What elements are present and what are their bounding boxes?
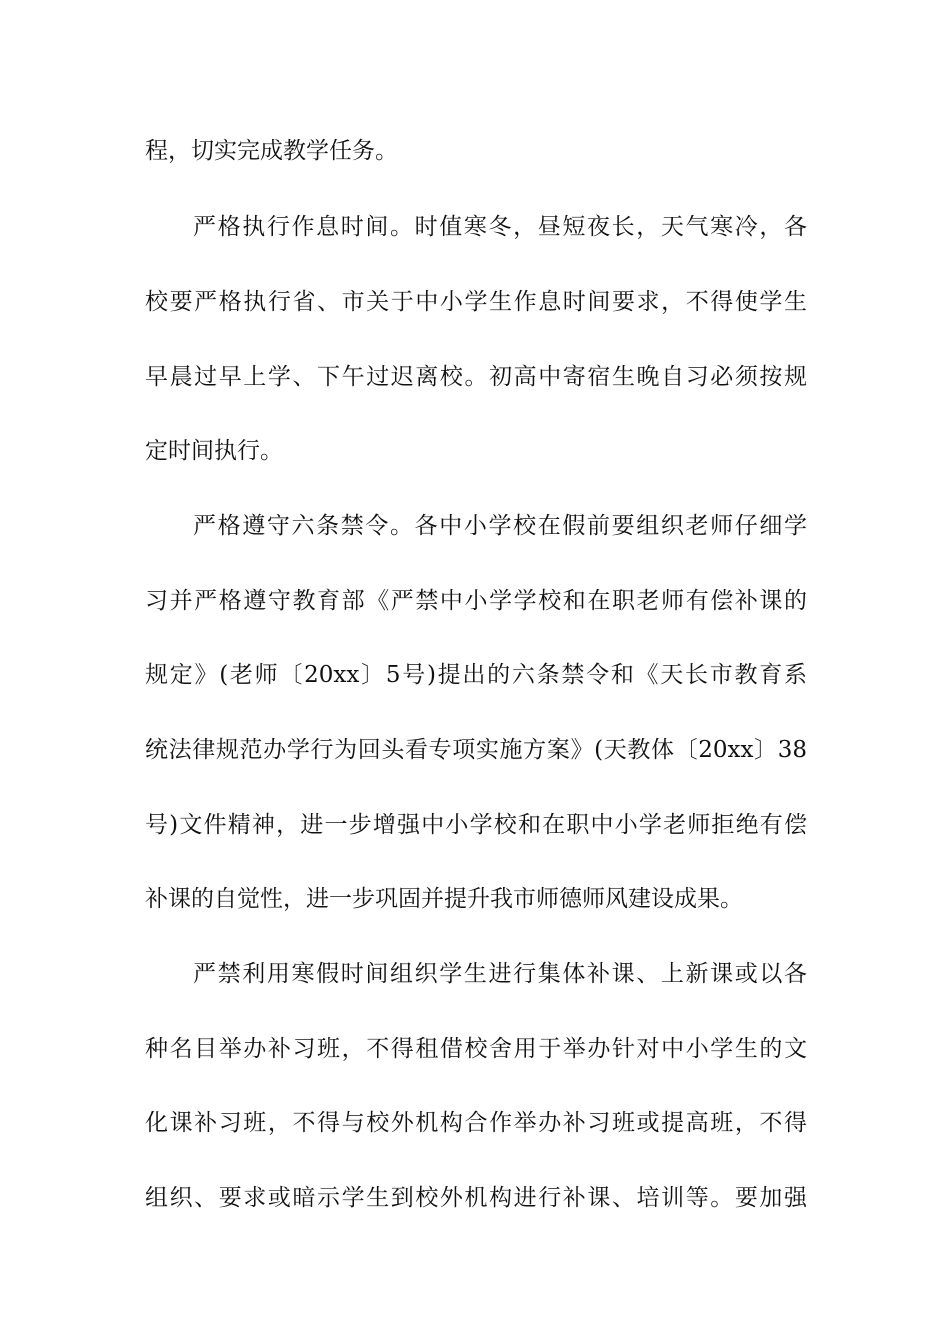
text-line: 组织、要求或暗示学生到校外机构进行补课、培训等。要加强 [145,1185,807,1211]
text-line: 号)文件精神，进一步增强中小学校和在职中小学老师拒绝有偿 [145,812,807,838]
text-line: 严格遵守六条禁令。各中小学校在假前要组织老师仔细学 [193,513,807,539]
text-line: 早晨过早上学、下午过迟离校。初高中寄宿生晚自习必须按规 [145,364,807,390]
text-line: 定时间执行。 [145,438,283,464]
text-line: 规定》(老师〔20xx〕5号)提出的六条禁令和《天长市教育系 [145,662,807,688]
text-line: 补课的自觉性，进一步巩固并提升我市师德师风建设成果。 [145,886,743,912]
text-line: 严禁利用寒假时间组织学生进行集体补课、上新课或以各 [193,961,807,987]
text-line: 程，切实完成教学任务。 [145,138,398,164]
text-line: 严格执行作息时间。时值寒冬，昼短夜长，天气寒冷，各 [193,214,807,240]
text-line: 种名目举办补习班，不得租借校舍用于举办针对中小学生的文 [145,1036,807,1062]
text-line: 校要严格执行省、市关于中小学生作息时间要求，不得使学生 [145,289,807,315]
text-line: 习并严格遵守教育部《严禁中小学学校和在职老师有偿补课的 [145,588,807,614]
text-line: 化课补习班，不得与校外机构合作举办补习班或提高班，不得 [145,1110,807,1136]
text-line: 统法律规范办学行为回头看专项实施方案》(天教体〔20xx〕38 [145,737,807,763]
